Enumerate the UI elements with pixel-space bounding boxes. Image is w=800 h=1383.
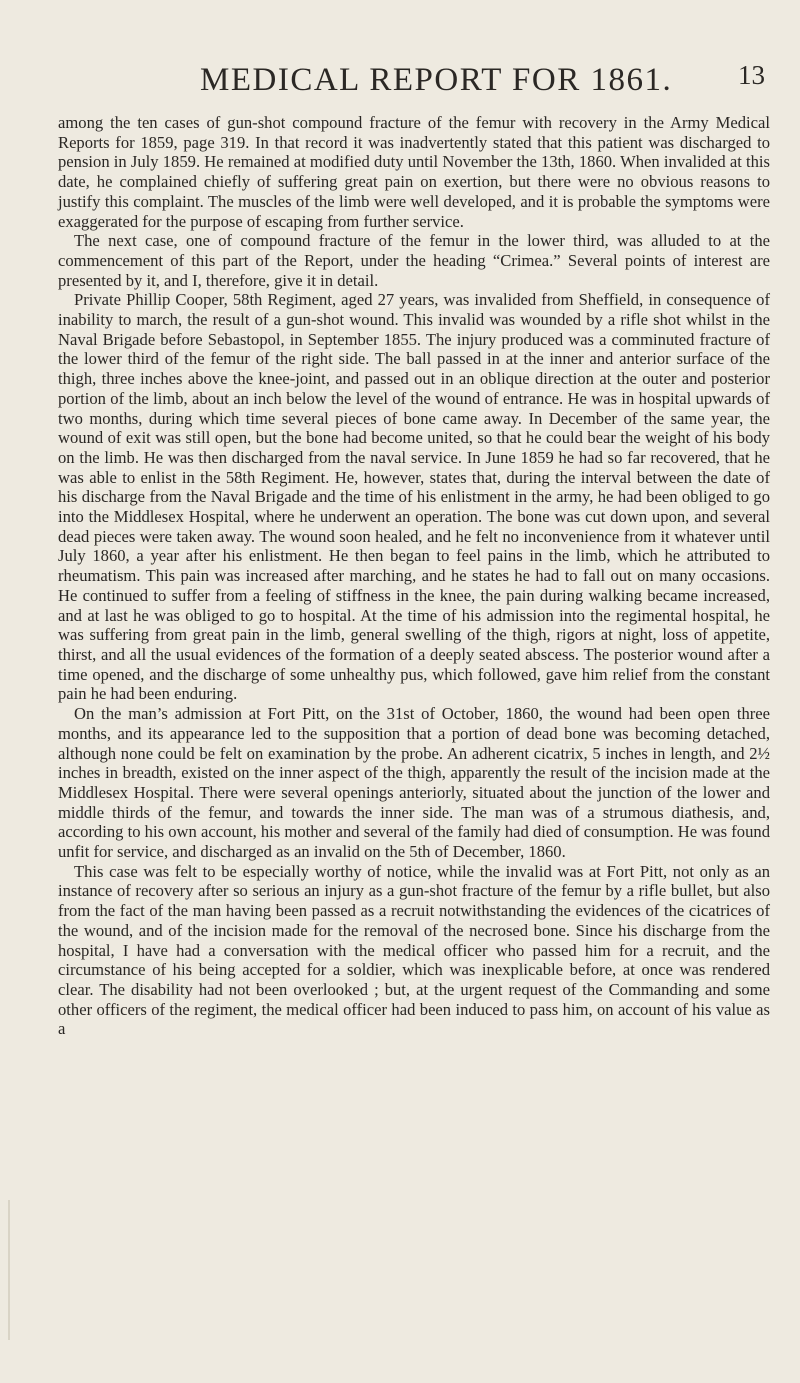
body-text	[58, 113, 770, 1039]
paragraph-admission: On the man’s admission at Fort Pitt, on the 31st of October, 1860, the wound had been open three months, and its appearance led to the supposition that a portion of dead bone was becoming detached, although none could be felt on examination by the probe. An adherent cicatrix, 5 inches in length, and 2½ inches in breadth, existed on the inner aspect of the thigh, apparently the result of the incision made at the Middlesex Hospital. There were several openings anteriorly, situated about the junction of the lower and middle thirds of the femur, and towards the inner side. The man was of a strumous diathesis, and, according to his own account, his mother and several of the family had died of consumption. He was found unfit for service, and discharged as an invalid on the 5th of December, 1860.	[58, 704, 770, 862]
paragraph-notice: This case was felt to be especially worthy of notice, while the invalid was at Fort Pitt, not only as an instance of recovery after so serious an injury as a gun-shot fracture of the femur by a rifle bullet, but also from the fact of the man having been passed as a recruit notwithstanding the evidences of the cicatrices of the wound, and of the incision made for the removal of the necrosed bone. Since his discharge from the hospital, I have had a conversation with the medical officer who passed him for a recruit, and the circumstance of his being accepted for a soldier, which was inexplicable before, at once was rendered clear. The disability had not been overlooked ; but, at the urgent request of the Commanding and some other officers of the regiment, the medical officer had been induced to pass him, on account of his value as a	[58, 861, 770, 1039]
running-title: MEDICAL REPORT FOR 1861.	[200, 62, 673, 98]
binding-shadow	[8, 1200, 10, 1340]
paragraph-case-history: Private Phillip Cooper, 58th Regiment, aged 27 years, was invalided from Sheffield, in consequence of inability to march, the result of a gun-shot wound. This invalid was wounded by a rifle shot whilst in the Naval Brigade before Sebastopol, in September 1855. The injury produced was a comminuted fracture of the lower third of the femur of the right side. The ball passed in at the inner and anterior surface of the thigh, three inches above the knee-joint, and passed out in an oblique direction at the outer and posterior portion of the limb, about an inch below the level of the wound of entrance. He was in hospital upwards of two months, during which time several pieces of bone came away. In December of the same year, the wound of exit was still open, but the bone had become united, so that he could bear the weight of his body on the limb. He was then discharged from the naval service. In June 1859 he had so far recovered, that he was able to enlist in the 58th Regiment. He, however, states that, during the interval between the date of his discharge from the Naval Brigade and the time of his enlistment in the army, he had been obliged to go into the Middlesex Hospital, where he underwent an operation. The bone was cut down upon, and several dead pieces were taken away. The wound soon healed, and he felt no inconvenience from it whatever until July 1860, a year after his enlistment. He then began to feel pains in the limb, which he attributed to rheumatism. This pain was increased after marching, and he states he had to fall out on many occasions. He continued to suffer from a feeling of stiffness in the knee, the pain during walking became increased, and at last he was obliged to go to hospital. At the time of his admission into the regimental hospital, he was suffering from great pain in the limb, general swelling of the thigh, rigors at night, loss of appetite, thirst, and all the usual evidences of the formation of a deeply seated abscess. The posterior wound after a time opened, and the discharge of some unhealthy pus, which followed, gave him relief from the constant pain he had been enduring.	[58, 290, 770, 704]
paragraph-next-case: The next case, one of compound fracture of the femur in the lower third, was alluded to at the commencement of this part of the Report, under the heading “Crimea.” Several points of interest are presented by it, and I, therefore, give it in detail.	[58, 231, 770, 290]
paragraph-continuation: among the ten cases of gun-shot compound fracture of the femur with recovery in the Army Medical Reports for 1859, page 319. In that record it was inadvertently stated that this patient was discharged to pension in July 1859. He remained at modified duty until November the 13th, 1860. When invalided at this date, he complained chiefly of suffering great pain on exertion, but there were no obvious reasons to justify this complaint. The muscles of the limb were well developed, and it is probable the symptoms were exaggerated for the purpose of escaping from further service.	[58, 113, 770, 231]
page-number: 13	[738, 60, 765, 90]
